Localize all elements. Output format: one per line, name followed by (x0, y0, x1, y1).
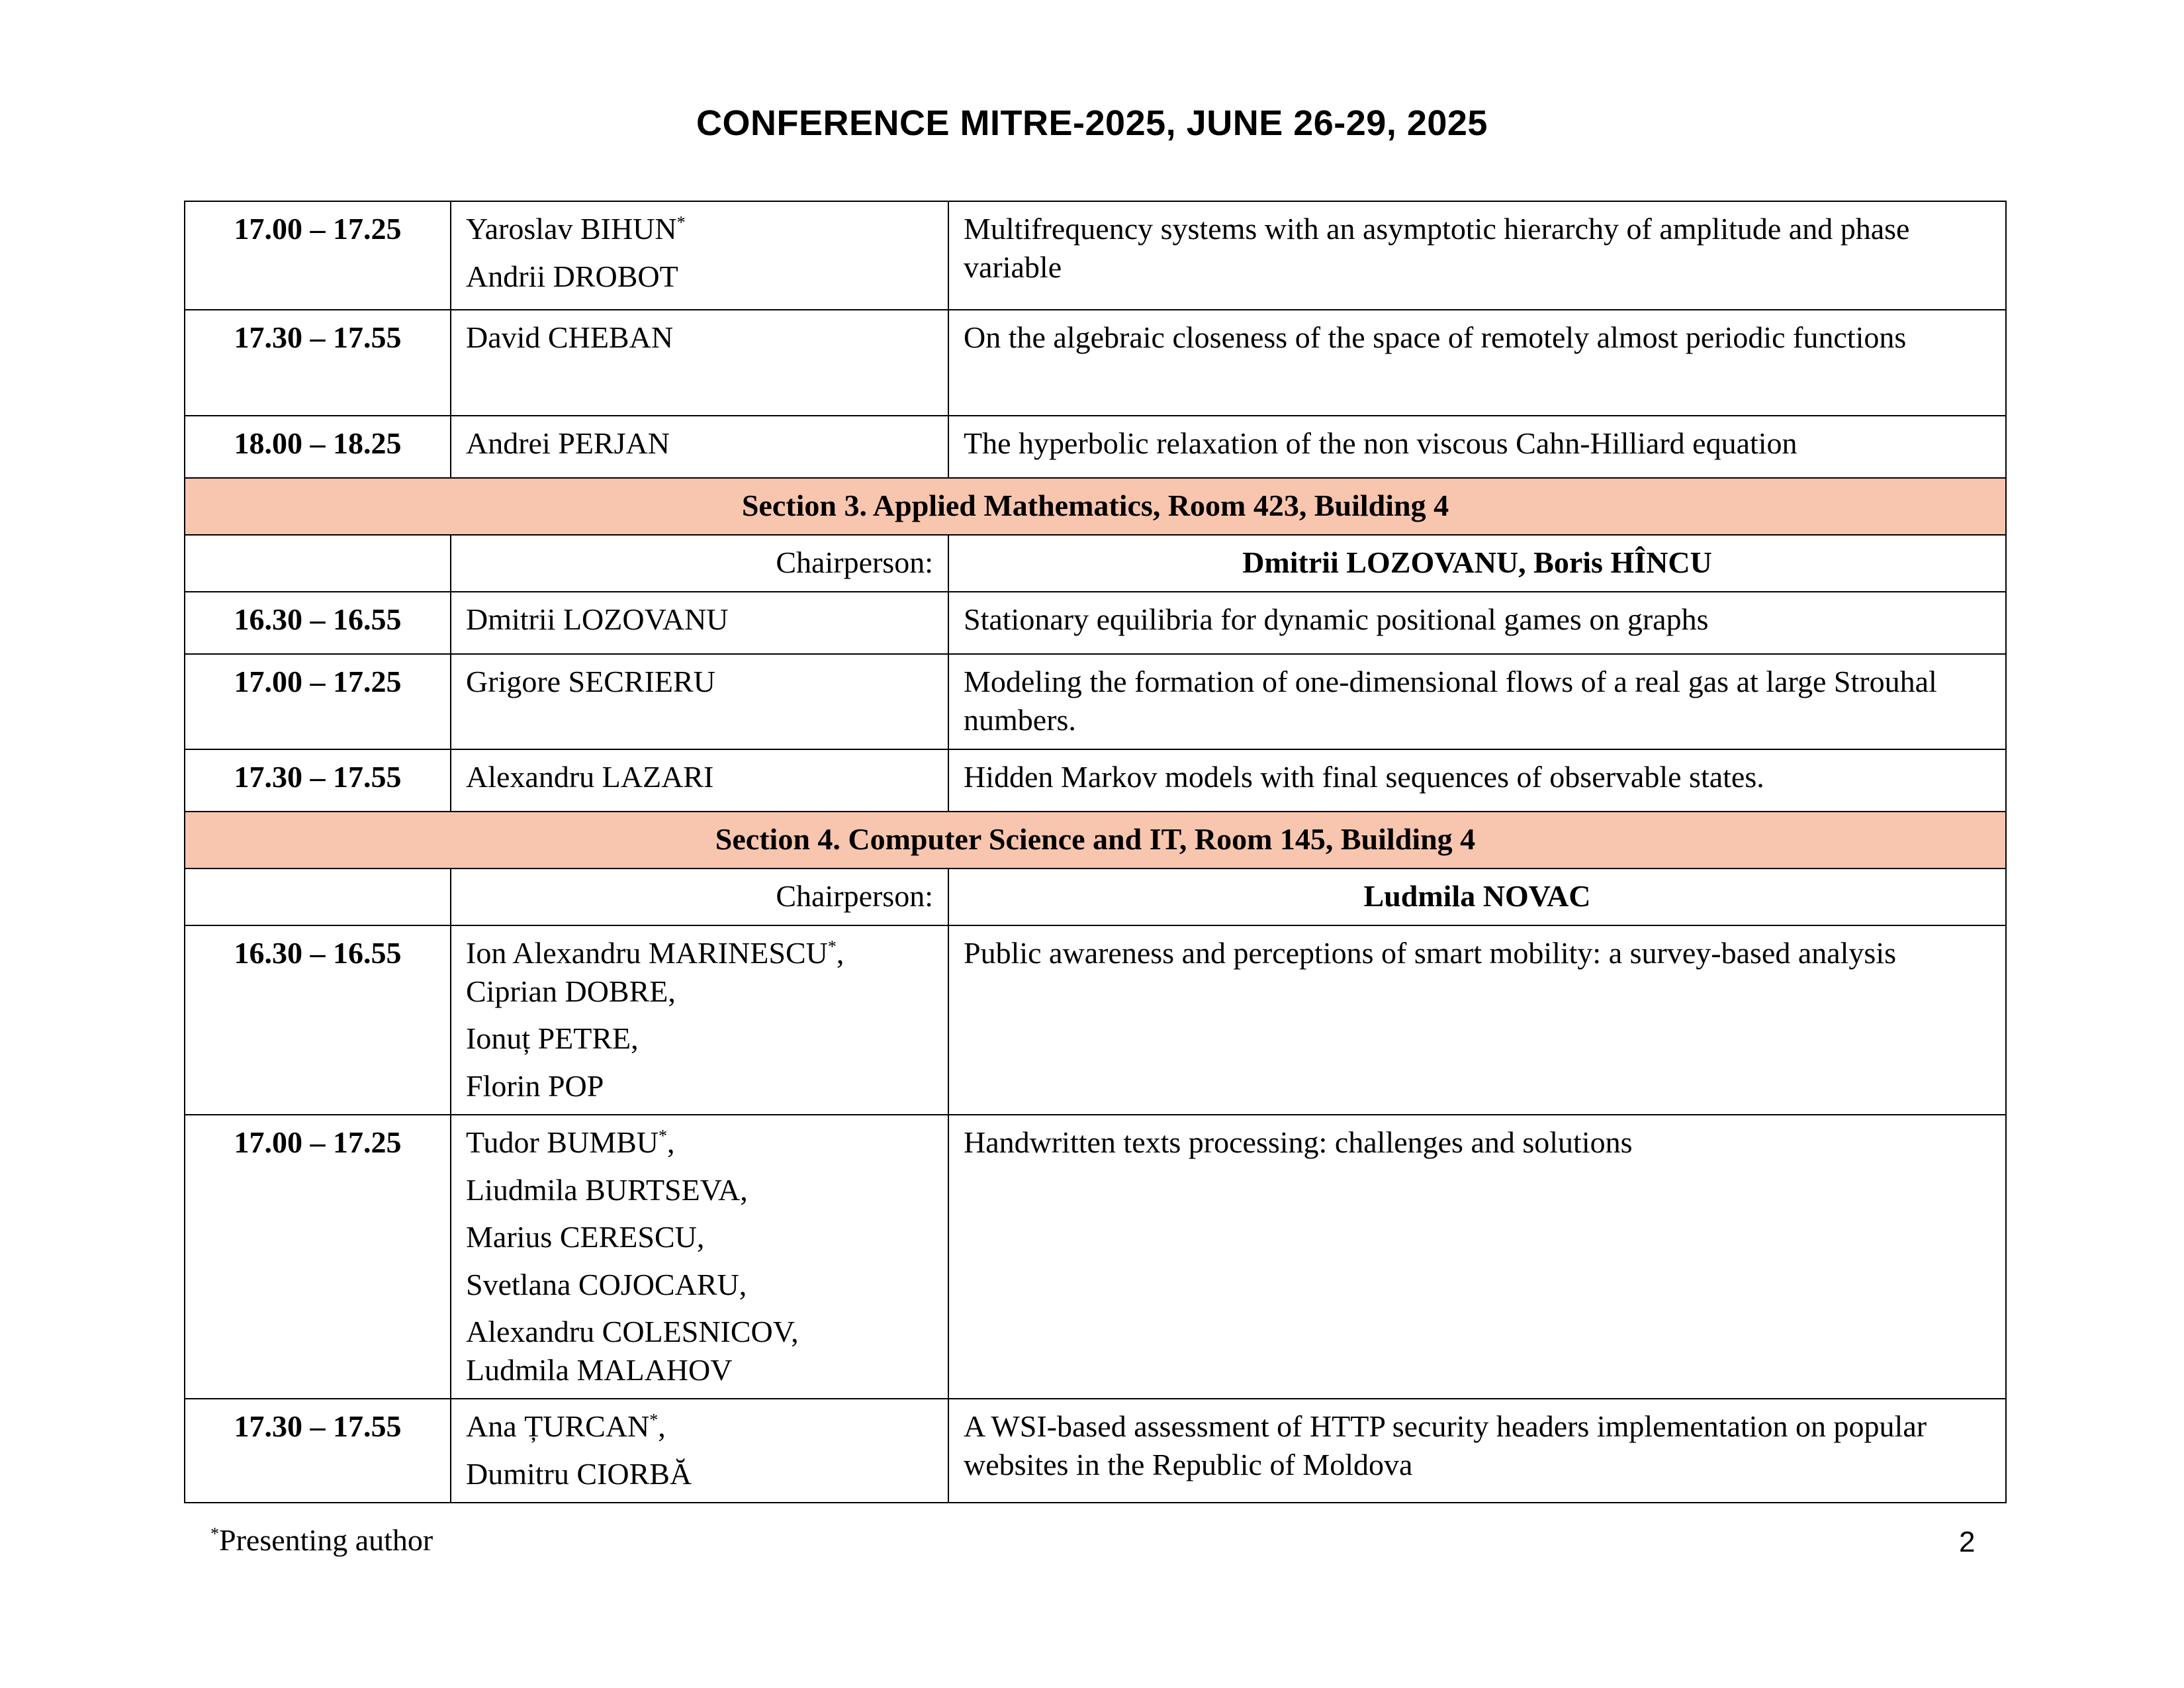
talk-authors (451, 416, 948, 478)
author-name (466, 663, 933, 701)
talk-row (185, 416, 2006, 478)
talk-title: Modeling the formation of one-dimensional flows of a real gas at large Strouhal numbers. (948, 654, 2006, 749)
presenting-author-mark: * (649, 1410, 659, 1430)
author-name-text: Andrei PERJAN (466, 426, 670, 460)
talk-time: 17.30 – 17.55 (185, 310, 451, 416)
section-header-row (185, 812, 2006, 868)
author-name-text: David CHEBAN (466, 320, 674, 354)
author-name-text: Liudmila BURTSEVA, (466, 1172, 748, 1207)
talk-time: 17.00 – 17.25 (185, 201, 451, 310)
talk-authors (451, 310, 948, 416)
author-name (466, 1218, 933, 1256)
talk-title: Multifrequency systems with an asymptotic hierarchy of amplitude and phase variable (948, 201, 2006, 310)
chairperson-label: Chairperson: (451, 535, 948, 592)
talk-time: 17.30 – 17.55 (185, 749, 451, 812)
chairperson-row (185, 868, 2006, 925)
chairperson-label: Chairperson: (451, 868, 948, 925)
author-separator: , (836, 936, 844, 970)
author-name (466, 934, 933, 972)
author-name-text: Andrii DROBOT (466, 259, 678, 293)
author-name (466, 600, 933, 639)
chairperson-names: Dmitrii LOZOVANU, Boris HÎNCU (948, 535, 2006, 592)
talk-authors (451, 925, 948, 1115)
empty-time-cell (185, 535, 451, 592)
author-name-text: Dumitru CIORBĂ (466, 1456, 692, 1491)
talk-row (185, 749, 2006, 812)
presenting-author-mark: * (827, 937, 837, 957)
section-title: Section 3. Applied Mathematics, Room 423, Building 4 (185, 478, 2006, 535)
talk-authors (451, 1399, 948, 1503)
talk-authors (451, 201, 948, 310)
author-name (466, 210, 933, 248)
author-name (466, 1266, 933, 1304)
author-separator: , (667, 1125, 675, 1159)
author-name (466, 1067, 933, 1105)
author-name-text: Marius CERESCU, (466, 1220, 705, 1254)
talk-authors (451, 1115, 948, 1399)
talk-title: A WSI-based assessment of HTTP security headers implementation on popular websites in the Republic of Moldova (948, 1399, 2006, 1503)
talk-authors (451, 654, 948, 749)
author-name-text: Svetlana COJOCARU, (466, 1267, 747, 1301)
author-name-text: Ludmila MALAHOV (466, 1352, 733, 1387)
talk-row (185, 1399, 2006, 1503)
footnote-mark: * (210, 1524, 219, 1544)
talk-authors (451, 749, 948, 812)
talk-title: Stationary equilibria for dynamic positional games on graphs (948, 592, 2006, 654)
talk-time: 16.30 – 16.55 (185, 925, 451, 1115)
author-name-text: Florin POP (466, 1068, 604, 1103)
author-name-text: Alexandru COLESNICOV, (466, 1315, 799, 1348)
author-name (466, 972, 933, 1011)
program-table-body (185, 201, 2006, 1503)
author-name (466, 318, 933, 357)
talk-title: The hyperbolic relaxation of the non viscous Cahn-Hilliard equation (948, 416, 2006, 478)
talk-row (185, 201, 2006, 310)
author-name-text: Ciprian DOBRE, (466, 974, 676, 1008)
author-name-text: Ion Alexandru MARINESCU (466, 936, 828, 970)
author-name (466, 1123, 933, 1162)
talk-title: On the algebraic closeness of the space of remotely almost periodic functions (948, 310, 2006, 416)
section-header-row (185, 478, 2006, 535)
author-name (466, 1313, 933, 1351)
footnote (210, 1523, 433, 1558)
talk-time: 17.30 – 17.55 (185, 1399, 451, 1503)
program-table (184, 201, 2007, 1503)
talk-row (185, 592, 2006, 654)
talk-time: 16.30 – 16.55 (185, 592, 451, 654)
presenting-author-mark: * (659, 1126, 668, 1146)
talk-time: 17.00 – 17.25 (185, 1115, 451, 1399)
author-name (466, 1351, 933, 1389)
page-title: CONFERENCE MITRE-2025, JUNE 26-29, 2025 (696, 103, 1488, 143)
author-name (466, 1171, 933, 1209)
author-name-text: Grigore SECRIERU (466, 665, 715, 698)
talk-title: Hidden Markov models with final sequences of observable states. (948, 749, 2006, 812)
section-title: Section 4. Computer Science and IT, Room 145, Building 4 (185, 812, 2006, 868)
author-name (466, 258, 933, 296)
author-name (466, 1455, 933, 1493)
talk-time: 18.00 – 18.25 (185, 416, 451, 478)
talk-row (185, 1115, 2006, 1399)
author-name (466, 424, 933, 463)
author-separator: , (658, 1409, 666, 1443)
author-name (466, 1019, 933, 1058)
author-name (466, 1407, 933, 1446)
chairperson-names: Ludmila NOVAC (948, 868, 2006, 925)
talk-time: 17.00 – 17.25 (185, 654, 451, 749)
author-name-text: Alexandru LAZARI (466, 760, 714, 794)
author-name-text: Dmitrii LOZOVANU (466, 602, 729, 636)
author-name-text: Tudor BUMBU (466, 1125, 659, 1159)
talk-row (185, 310, 2006, 416)
author-name (466, 758, 933, 796)
author-name-text: Ana ȚURCAN (466, 1409, 650, 1443)
author-name-text: Yaroslav BIHUN (466, 212, 677, 246)
talk-row (185, 654, 2006, 749)
talk-title: Handwritten texts processing: challenges and solutions (948, 1115, 2006, 1399)
talk-authors (451, 592, 948, 654)
chairperson-row (185, 535, 2006, 592)
talk-row (185, 925, 2006, 1115)
talk-title: Public awareness and perceptions of smart mobility: a survey-based analysis (948, 925, 2006, 1115)
author-name-text: Ionuț PETRE, (466, 1021, 639, 1055)
empty-time-cell (185, 868, 451, 925)
presenting-author-mark: * (676, 212, 686, 232)
footnote-text: Presenting author (219, 1523, 433, 1557)
page-number: 2 (1959, 1526, 1976, 1558)
